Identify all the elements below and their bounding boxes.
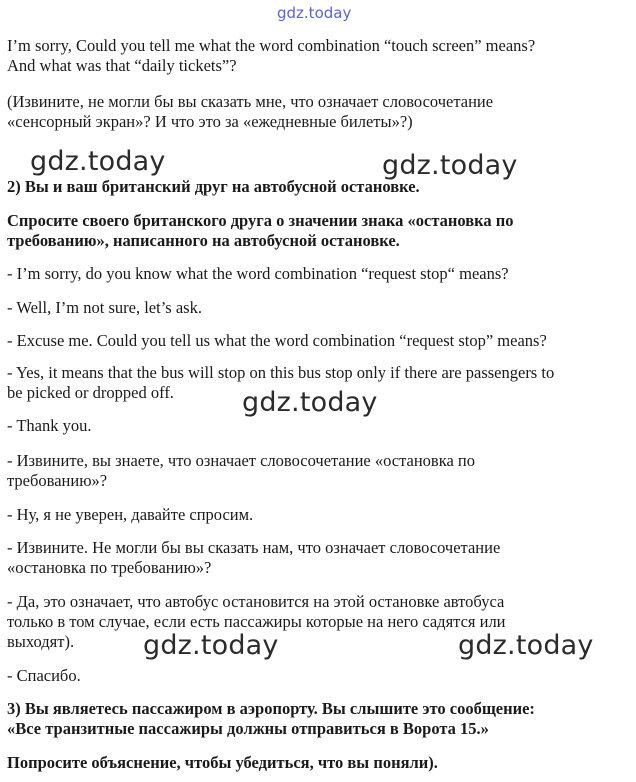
section3-heading-line-1: 3) Вы являетесь пассажиром в аэропорту. Вы слышите это сообщение: [7, 699, 535, 718]
dialogue-en-line: - Excuse me. Could you tell us what the word combination “request stop” means? [7, 331, 547, 350]
watermark: gdz.today [242, 387, 378, 418]
dialogue-ru-line: - Извините, вы знаете, что означает словосочетание «остановка по [7, 451, 476, 470]
watermark: gdz.today [143, 630, 279, 661]
dialogue-en-line: - Thank you. [7, 416, 92, 435]
section2-heading: 2) Вы и ваш британский друг на автобусной остановке. [7, 177, 420, 196]
watermark-top: gdz.today [277, 4, 352, 22]
dialogue-ru-line: требованию»? [7, 471, 108, 490]
section1-english-line-1: I’m sorry, Could you tell me what the word combination “touch screen” means? [7, 36, 536, 55]
dialogue-ru-line: - Извините. Не могли бы вы сказать нам, что означает словосочетание [7, 538, 501, 557]
section2-task-line-1: Спросите своего британского друга о значении знака «остановка по [7, 211, 514, 230]
dialogue-ru-line: «остановка по требованию»? [7, 558, 212, 577]
dialogue-ru-line: - Ну, я не уверен, давайте спросим. [7, 505, 254, 524]
dialogue-en-line: - Yes, it means that the bus will stop on this bus stop only if there are passengers to [7, 363, 555, 382]
dialogue-ru-line: - Да, это означает, что автобус остановится на этой остановке автобуса [7, 592, 505, 611]
section1-russian-line-2: «сенсорный экран»? И что это за «ежедневные билеты»?) [7, 112, 413, 131]
dialogue-en-line: - I’m sorry, do you know what the word combination “request stop“ means? [7, 264, 509, 283]
section3-task: Попросите объяснение, чтобы убедиться, что вы поняли). [7, 753, 438, 772]
section1-english-line-2: And what was that “daily tickets”? [7, 56, 237, 75]
section1-russian-line-1: (Извините, не могли бы вы сказать мне, что означает словосочетание [7, 92, 494, 111]
dialogue-en-line: - Well, I’m not sure, let’s ask. [7, 298, 202, 317]
dialogue-ru-line: только в том случае, если есть пассажиры которые на него садятся или [7, 612, 506, 631]
dialogue-ru-line: выходят). [7, 632, 75, 651]
watermark: gdz.today [458, 630, 594, 661]
dialogue-ru-line: - Спасибо. [7, 666, 81, 685]
watermark: gdz.today [382, 150, 518, 181]
dialogue-en-line: be picked or dropped off. [7, 383, 174, 402]
section2-task-line-2: требованию», написанного на автобусной остановке. [7, 231, 400, 250]
watermark: gdz.today [30, 146, 166, 177]
section3-heading-line-2: «Все транзитные пассажиры должны отправиться в Ворота 15.» [7, 719, 489, 738]
